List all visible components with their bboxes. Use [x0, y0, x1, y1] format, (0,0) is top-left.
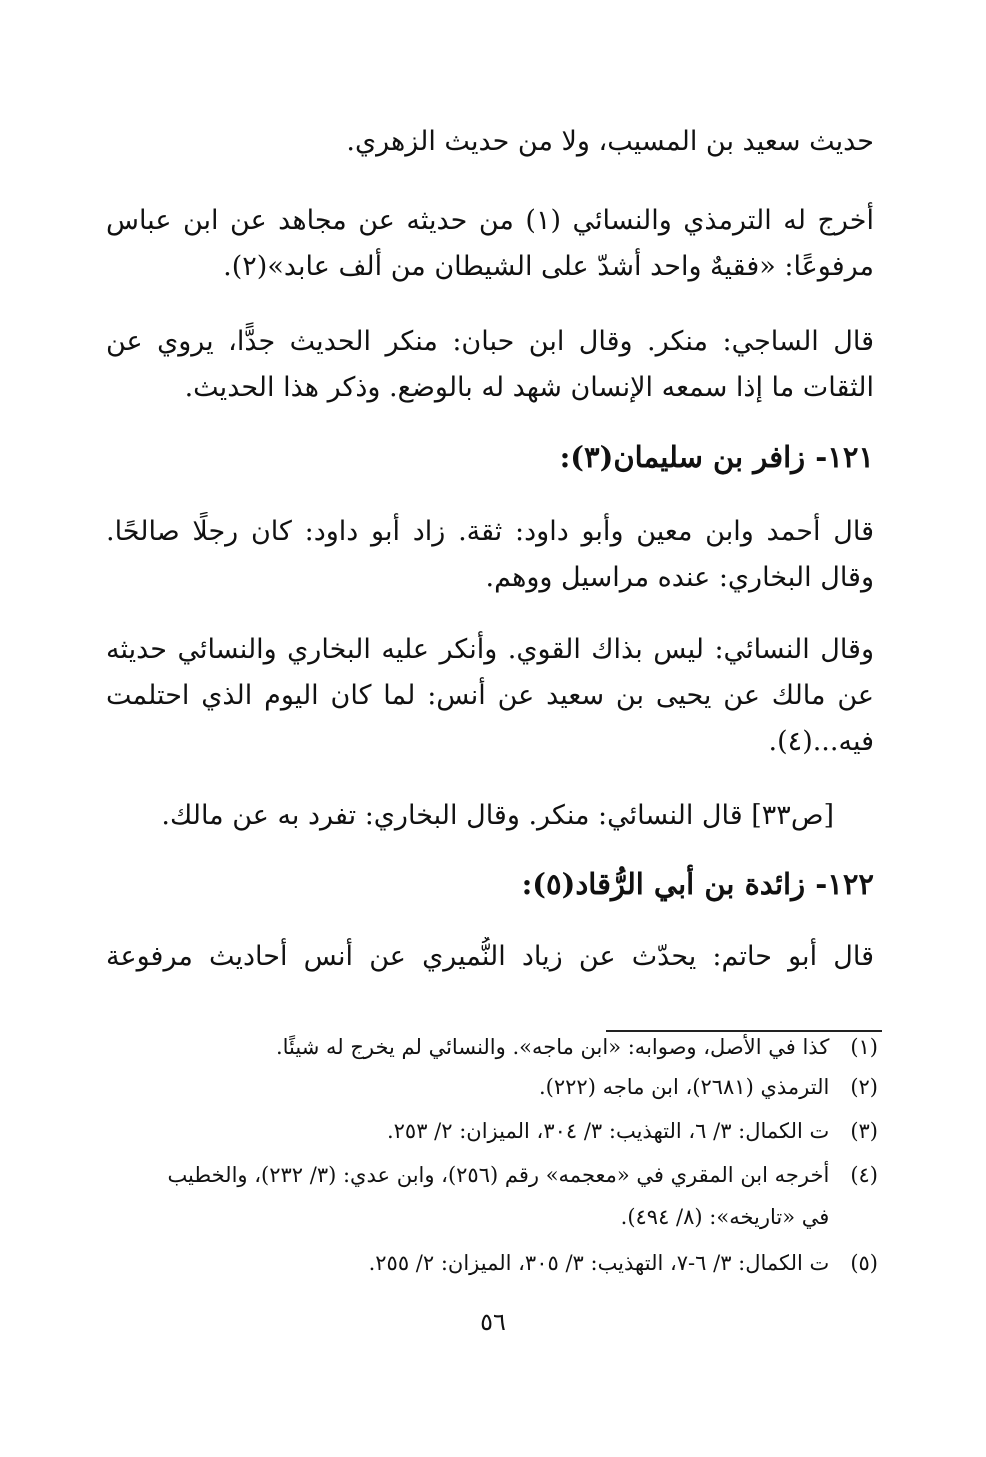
footnote-text: ت الكمال: ٣/ ٦-٧، التهذيب: ٣/ ٣٠٥، الميزان: ٢/ ٢٥٥.: [368, 1251, 830, 1275]
body-line: عن مالك عن يحيى بن سعيد عن أنس: لما كان اليوم الذي احتلمت: [106, 680, 874, 711]
footnote-continuation: [98, 1200, 878, 1234]
body-line: حديث سعيد بن المسيب، ولا من حديث الزهري.: [346, 126, 874, 157]
body-line: الثقات ما إذا سمعه الإنسان شهد له بالوضع. وذكر هذا الحديث.: [184, 372, 874, 403]
footnote-text: الترمذي (٢٦٨١)، ابن ماجه (٢٢٢).: [538, 1075, 830, 1099]
body-line: قال الساجي: منكر. وقال ابن حبان: منكر الحديث جدًّا، يروي عن: [106, 326, 874, 357]
body-line: أخرج له الترمذي والنسائي (١) من حديثه عن مجاهد عن ابن عباس: [106, 205, 874, 236]
body-line: قال أحمد وابن معين وأبو داود: ثقة. زاد أبو داود: كان رجلًا صالحًا.: [106, 516, 874, 547]
footnote-number: (٣): [850, 1119, 878, 1143]
body-line: وقال البخاري: عنده مراسيل ووهم.: [485, 562, 874, 593]
body-line: قال أبو حاتم: يحدّث عن زياد النُّميري عن أنس أحاديث مرفوعة: [106, 941, 874, 972]
footnote: [98, 1070, 878, 1104]
footnote-text: في «تاريخه»: (٨/ ٤٩٤).: [620, 1205, 830, 1229]
footnote-text: ت الكمال: ٣/ ٦، التهذيب: ٣/ ٣٠٤، الميزان: ٢/ ٢٥٣.: [386, 1119, 830, 1143]
body-line: فيه...(٤).: [768, 726, 874, 757]
footnote-number: (٥): [850, 1251, 878, 1275]
footnote: [98, 1030, 878, 1064]
body-line: مرفوعًا: «فقيهٌ واحد أشدّ على الشيطان من ألف عابد»(٢).: [223, 251, 874, 282]
entry-heading: ١٢١- زافر بن سليمان(٣):: [559, 440, 874, 474]
footnote-text: أخرجه ابن المقري في «معجمه» رقم (٢٥٦)، وابن عدي: (٣/ ٢٣٢)، والخطيب: [167, 1163, 830, 1187]
footnote: [98, 1246, 878, 1280]
footnote-text: كذا في الأصل، وصوابه: «ابن ماجه». والنسائي لم يخرج له شيئًا.: [275, 1035, 830, 1059]
footnote-number: (٢): [850, 1075, 878, 1099]
footnote-number: (٤): [850, 1163, 878, 1187]
footnote-number: (١): [850, 1035, 878, 1059]
footnote: [98, 1114, 878, 1148]
body-line: وقال النسائي: ليس بذاك القوي. وأنكر عليه البخاري والنسائي حديثه: [106, 634, 874, 665]
entry-heading: ١٢٢- زائدة بن أبي الرُّقاد(٥):: [521, 867, 874, 901]
footnote: [98, 1158, 878, 1192]
page-number: ٥٦: [480, 1308, 506, 1336]
body-line: [ص٣٣] قال النسائي: منكر. وقال البخاري: تفرد به عن مالك.: [161, 800, 834, 831]
